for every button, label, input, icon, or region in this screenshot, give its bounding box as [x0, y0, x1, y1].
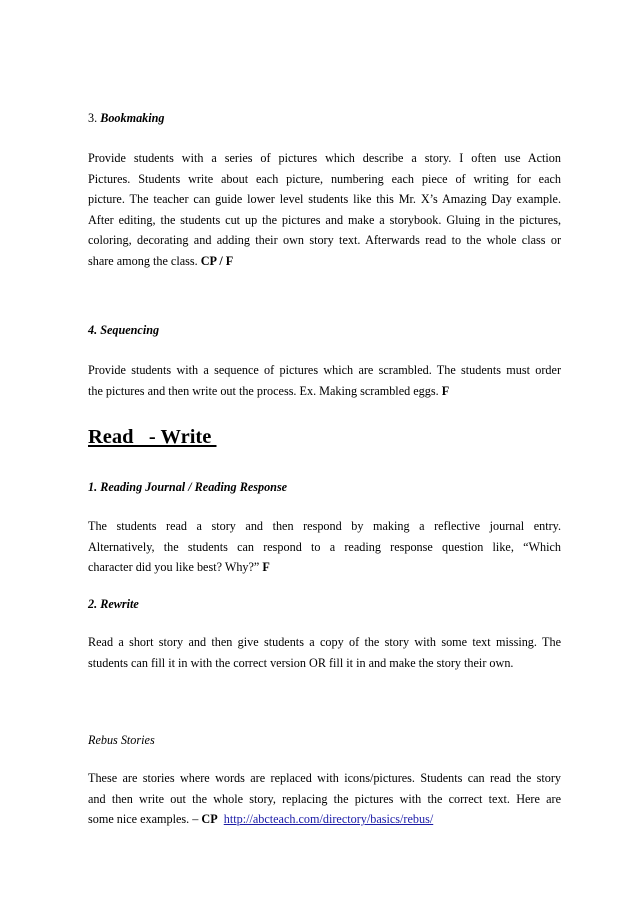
paragraph-line: These are stories where words are replaced with icons/pictures. Students can read the story [88, 771, 561, 785]
paragraph-line: Provide students with a sequence of pictures which are scrambled. The students must order [88, 363, 561, 377]
tag-label: CP / F [200, 253, 234, 268]
rebus-stories-heading: Rebus Stories [88, 733, 155, 747]
tag-label: CP [201, 812, 218, 827]
section-4-paragraph [88, 360, 561, 401]
paragraph-text: share among the class. [88, 253, 201, 268]
paragraph-line: Pictures. Students write about each picture, numbering each piece of writing for each [88, 171, 561, 186]
section-3-title: Bookmaking [100, 111, 165, 125]
paragraph-last-line [88, 809, 561, 830]
tag-label: F [441, 383, 450, 398]
rebus-examples-link[interactable]: http://abcteach.com/directory/basics/rebus/ [223, 812, 434, 827]
rewrite-heading: 2. Rewrite [88, 597, 139, 611]
paragraph-line: Alternatively, the students can respond to a reading response question like, “Which [88, 539, 561, 554]
reading-journal-heading: 1. Reading Journal / Reading Response [88, 480, 288, 494]
paragraph-text: the pictures and then write out the process. Ex. Making scrambled eggs. [88, 383, 442, 398]
read-write-heading: Read - Write [88, 426, 217, 448]
section-3-paragraph [88, 148, 561, 272]
paragraph-line: The students read a story and then respond by making a reflective journal entry. [88, 519, 561, 533]
tag-label: F [262, 560, 270, 575]
paragraph-line: picture. The teacher can guide lower level students like this Mr. X’s Amazing Day example. [88, 192, 561, 207]
section-3-number: 3. [88, 111, 101, 125]
paragraph-line: After editing, the students cut up the pictures and make a storybook. Gluing in the pictures, [88, 212, 561, 227]
paragraph-last-line [88, 557, 561, 578]
paragraph-text: character did you like best? Why?” [88, 560, 263, 575]
paragraph-text: some nice examples. – [88, 812, 202, 827]
paragraph-last-line [88, 381, 561, 402]
section-4-heading: 4. Sequencing [88, 323, 160, 337]
paragraph-line: Provide students with a series of pictures which describe a story. I often use Action [88, 151, 561, 165]
rebus-paragraph [88, 768, 561, 830]
paragraph-last-line [88, 251, 561, 272]
paragraph-line: and then write out the whole story, replacing the pictures with the correct text. Here are [88, 791, 561, 806]
paragraph-last-line: students can fill it in with the correct version OR fill it in and make the story their own. [88, 655, 514, 670]
paragraph-line: coloring, decorating and adding their own story text. Afterwards read to the whole class or [88, 233, 561, 248]
paragraph-line: Read a short story and then give students a copy of the story with some text missing. The [88, 635, 561, 649]
rewrite-paragraph [88, 632, 561, 673]
section-3-heading [88, 108, 561, 129]
reading-journal-paragraph [88, 516, 561, 578]
